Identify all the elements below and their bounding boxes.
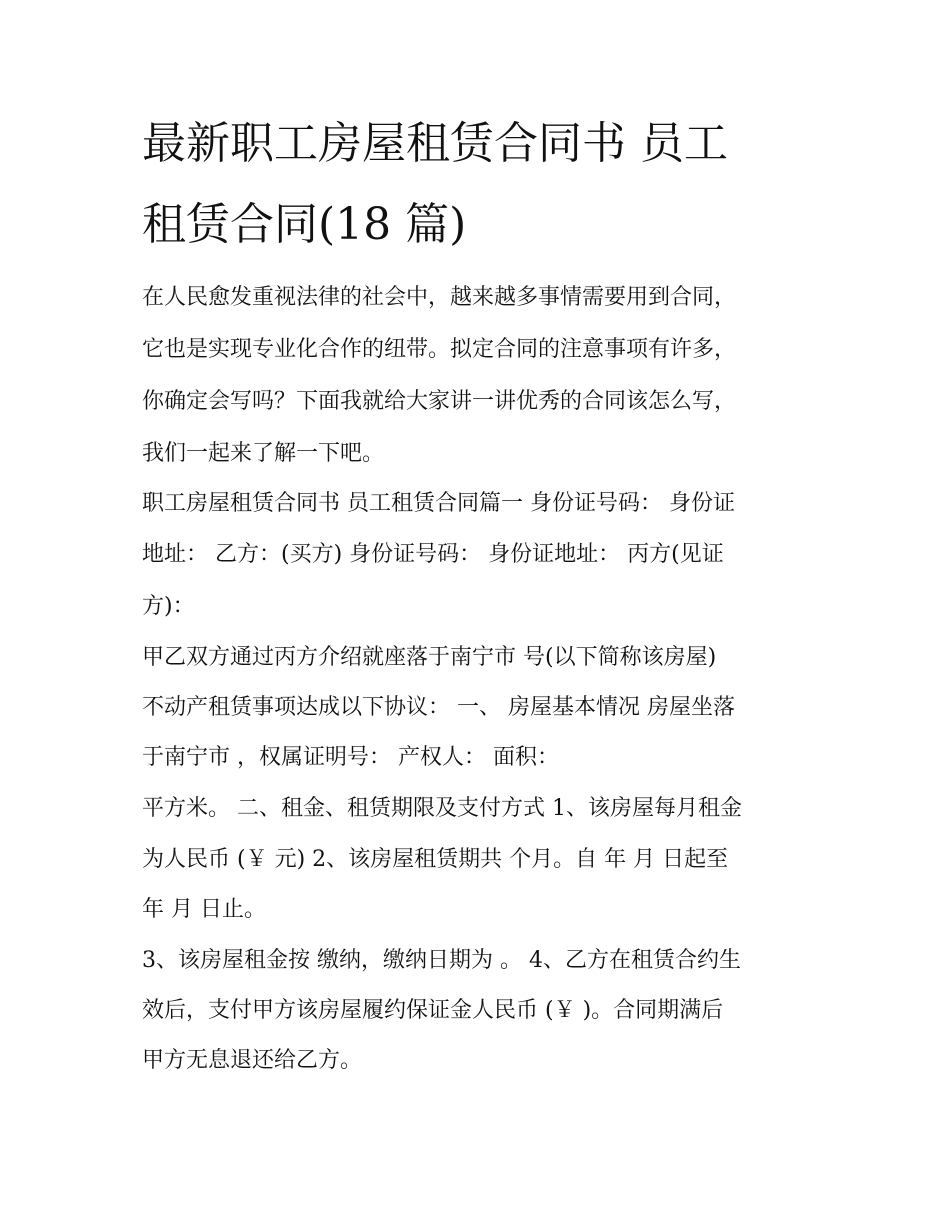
paragraph-line: 为人民币 (￥ 元) 2、该房屋租赁期共 个月。自 年 月 日起至 [142,847,729,872]
paragraph-line: 我们一起来了解一下吧。 [142,441,385,466]
paragraph-line: 效后，支付甲方该房屋履约保证金人民币 (￥ )。合同期满后 [142,998,724,1023]
paragraph-line: 不动产租赁事项达成以下协议： 一、 房屋基本情况 房屋坐落 [142,695,735,720]
document-title-line-2: 租赁合同(18 篇) [142,199,467,250]
paragraph-line: 职工房屋租赁合同书 员工租赁合同篇一 身份证号码： 身份证 [142,491,735,516]
paragraph-line: 你确定会写吗？下面我就给大家讲一讲优秀的合同该怎么写， [142,389,737,414]
paragraph-line: 于南宁市 ，权属证明号： 产权人： 面积： [142,745,559,770]
document-title-line-1: 最新职工房屋租赁合同书 员工 [142,118,728,169]
paragraph-line: 年 月 日止。 [142,897,266,922]
paragraph-line: 3、该房屋租金按 缴纳，缴纳日期为 。 4、乙方在租赁合约生 [142,948,741,973]
paragraph-line: 甲方无息退还给乙方。 [142,1048,363,1073]
paragraph-line: 地址： 乙方：(买方) 身份证号码： 身份证地址： 丙方(见证 [142,542,724,567]
paragraph-line: 在人民愈发重视法律的社会中，越来越多事情需要用到合同， [142,285,737,310]
paragraph-line: 方)： [142,594,195,619]
paragraph-line: 它也是实现专业化合作的纽带。拟定合同的注意事项有许多， [142,337,737,362]
paragraph-line: 平方米。 二、租金、租赁期限及支付方式 1、该房屋每月租金 [142,796,742,821]
paragraph-line: 甲乙双方通过丙方介绍就座落于南宁市 号(以下简称该房屋) [142,645,717,670]
